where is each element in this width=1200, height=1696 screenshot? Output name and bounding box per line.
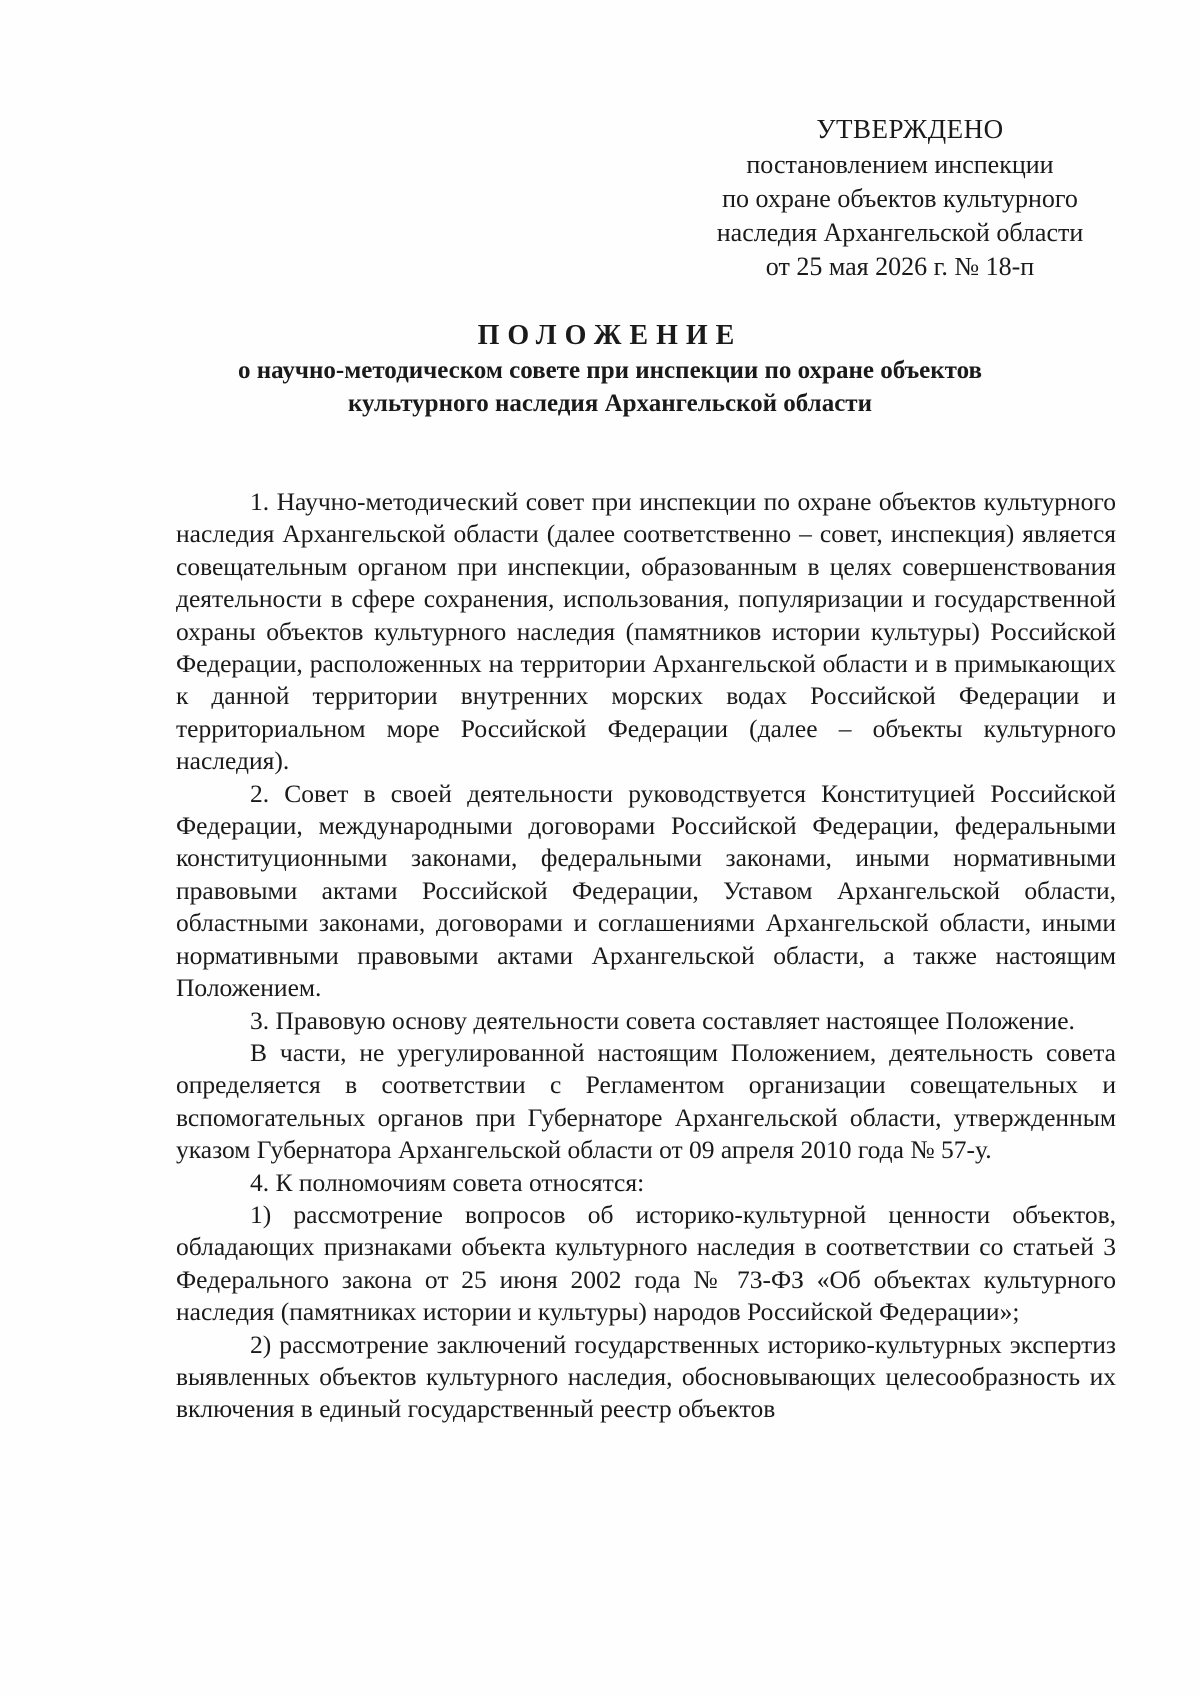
document-title-block (150, 318, 1070, 420)
paragraph-3-continuation: В части, не урегулированной настоящим Положением, деятельность совета определяется в соответствии с Регламентом организации совещательных и вспомогательных органов при Губернаторе Архангельской области, утвержденным указом Губернатора Архангельской области от 09 апреля 2010 года № 57-у. (176, 1037, 1116, 1165)
document-body (176, 486, 1116, 1426)
paragraph-4: 4. К полномочиям совета относятся: (250, 1167, 645, 1197)
document-subtitle-line-1: о научно-методическом совете при инспекции по охране объектов (238, 357, 982, 384)
approval-stamp-block (680, 112, 1120, 284)
paragraph-1: 1. Научно-методический совет при инспекции по охране объектов культурного наследия Архангельской области (далее соответственно – совет, инспекция) является совещательным органом при инспекции, образованным в целях совершенствования деятельности в сфере сохранения, использования, популяризации и государственной охраны объектов культурного наследия (памятников истории культуры) Российской Федерации, расположенных на территории Архангельской области и в примыкающих к данной территории внутренних морских водах Российской Федерации и территориальном море Российской Федерации (далее – объекты культурного наследия). (176, 487, 1116, 776)
approval-line-1: постановлением инспекции (746, 150, 1054, 179)
document-subtitle-line-2: культурного наследия Архангельской области (348, 390, 872, 417)
approval-line-3: наследия Архангельской области (716, 218, 1084, 247)
paragraph-4-item-2: 2) рассмотрение заключений государственных историко-культурных экспертиз выявленных объектов культурного наследия, обосновывающих целесообразность их включения в единый государственный реестр объектов (176, 1329, 1116, 1424)
paragraph-3: 3. Правовую основу деятельности совета составляет настоящее Положение. (250, 1005, 1075, 1035)
approval-heading: УТВЕРЖДЕНО (816, 114, 1004, 144)
paragraph-2: 2. Совет в своей деятельности руководствуется Конституцией Российской Федерации, международными договорами Российской Федерации, федеральными конституционными законами, федеральными законами, иными нормативными правовыми актами Российской Федерации, Уставом Архангельской области, областными законами, договорами и соглашениями Архангельской области, иными нормативными правовыми актами Архангельской области, а также настоящим Положением. (176, 778, 1116, 1003)
approval-line-2: по охране объектов культурного (722, 184, 1078, 213)
document-title: ПОЛОЖЕНИЕ (477, 320, 743, 351)
paragraph-4-item-1: 1) рассмотрение вопросов об историко-культурной ценности объектов, обладающих признаками объекта культурного наследия в соответствии со статьей 3 Федерального закона от 25 июня 2002 года № 73-ФЗ «Об объектах культурного наследия (памятниках истории и культуры) народов Российской Федерации»; (176, 1199, 1116, 1327)
approval-line-4: от 25 мая 2026 г. № 18-п (765, 252, 1035, 281)
